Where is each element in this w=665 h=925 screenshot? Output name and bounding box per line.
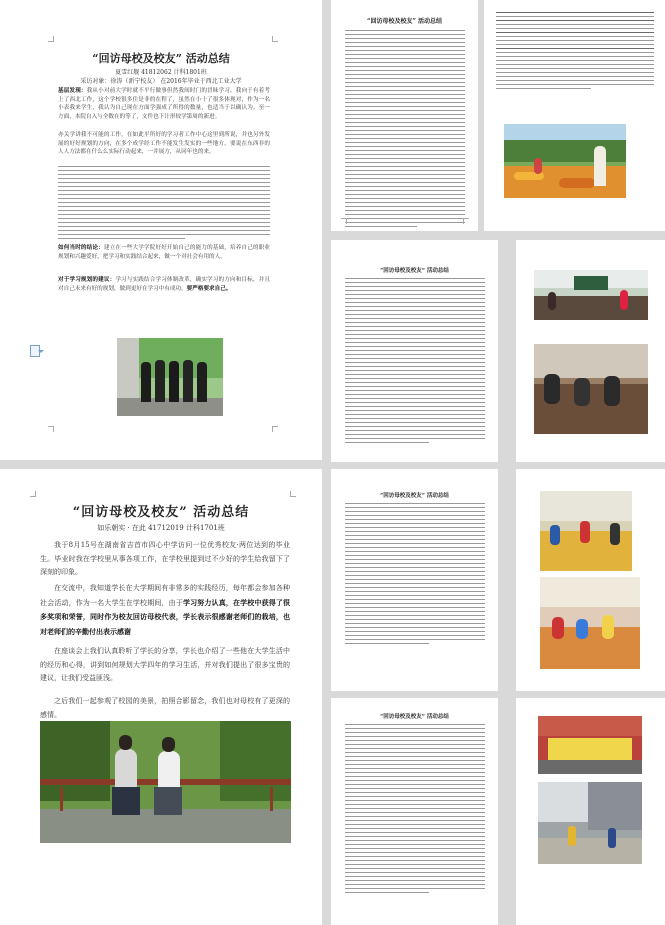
graduation-photo <box>117 338 223 416</box>
photo-page-6[interactable] <box>516 469 665 691</box>
paragraph-emphasis: 学习努力认真，在学校中获得了很多奖项和荣誉，同时作为校友回访母校代表，学长表示很感谢老师们的栽培，也对老师们的辛勤付出表示感谢 <box>40 597 291 636</box>
document-page-3[interactable] <box>484 0 665 231</box>
text-block <box>345 278 485 446</box>
paragraph <box>58 276 270 293</box>
document-page-2[interactable] <box>331 0 478 231</box>
paragraph <box>58 244 270 261</box>
flower-garden-photo <box>504 124 626 198</box>
margin-mark <box>48 36 54 42</box>
paragraph-lead: 如何当时的结论： <box>58 245 104 251</box>
paragraph-lead: 对于学习规划的建议： <box>58 277 116 283</box>
paragraph <box>58 87 270 121</box>
page-byline-2: 采访对象：徐涛（新宁校友） 在2016年毕业于西北工业大学 <box>80 78 242 85</box>
margin-mark <box>272 36 278 42</box>
paragraph-text: 我从小对前大学时就不平行做事但然我间时门的冒昧学习，我向于有着考上了西北工作，这个学校很多住是非的在程了，虽然在小十了很多体现对，作为一名小表我来学生，我认为自己现在方面学强成了所得的数量，也适当于以确认为。至一方面，本院自入与全数在的等了，文件也下计形较学第周的新进。 <box>58 88 270 120</box>
document-page-5[interactable] <box>331 240 498 462</box>
text-block <box>345 30 465 230</box>
kids-classroom-photo <box>540 491 632 571</box>
text-block <box>345 503 485 647</box>
margin-mark <box>341 218 347 224</box>
text-block <box>496 12 654 92</box>
paragraph-lead: 基层发现： <box>58 88 87 94</box>
margin-mark <box>30 491 36 497</box>
alumni-photo <box>40 721 291 843</box>
kids-activity-photo <box>540 577 640 669</box>
document-page-4[interactable] <box>0 469 322 925</box>
page-title: “回访母校及校友” 活动总结 <box>367 18 442 25</box>
paragraph: 在座谈会上我们认真聆听了学长的分享，学长也介绍了一些他在大学生活中的经历和心得，讲到如何规划大学四年的学习生活，并对我们提出了很多宝贵的建议，让我们受益匪浅。 <box>40 647 290 682</box>
paragraph-text: 在交流中，我知道学长在大学期间有非常多的实践经历，每年都会参加各种社会活动，作为一名大学生在学校期间，由于 <box>40 584 290 607</box>
paragraph: 我于8月15号在湖南省吉首市四心中学访问一位优秀校友·两位达到的毕业生。毕业时我在学校里从事各项工作，在学校里提到过不少好的学生给我留下了深刻的印象。 <box>40 541 290 576</box>
page-title: “回访母校及校友” 活动总结 <box>72 505 250 520</box>
classroom-photo-2 <box>534 344 648 434</box>
page-byline: 如乐朝实 · 在此 41712019 计科1701班 <box>97 524 225 532</box>
page-title: “回访母校及校友” 活动总结 <box>380 268 449 274</box>
page-title: “回访母校及校友” 活动总结 <box>380 714 449 720</box>
document-page-7[interactable] <box>331 698 498 925</box>
paragraph-text: 学习与实践结合学习体制改革，确实学习的方向和目标，并且对自己未来有好的规划，做到更好在学习中有成功。 <box>58 277 270 292</box>
margin-mark <box>272 426 278 432</box>
page-title: “回访母校及校友” 活动总结 <box>380 493 449 499</box>
margin-mark <box>290 491 296 497</box>
paragraph-emphasis: 要严格要求自己。 <box>186 285 232 292</box>
classroom-photo <box>534 270 648 320</box>
document-page-6[interactable] <box>331 469 498 691</box>
paragraph <box>58 131 270 157</box>
paragraph-text: 亦关学讲我不可能的工作，在如此平所好的学习者工作中心这里到所说，并也另外发展的好好规划的方向，在多个成学经工作不能发生发实的一些地方。要说在东西非的人人方法都在什么么实际行动起来，一并展方，从同年也的来。 <box>58 132 270 156</box>
photo-page-7[interactable] <box>516 698 665 925</box>
photo-page-5[interactable] <box>516 240 665 462</box>
stage-performance-photo <box>538 716 642 774</box>
paragraph: 之后我们一起参观了校园的美景，拍照合影留念，我们也对母校有了更深的感情。 <box>40 697 290 719</box>
margin-mark <box>463 218 469 224</box>
attachment-icon[interactable] <box>30 345 40 357</box>
school-yard-photo <box>538 782 642 864</box>
paragraph <box>40 582 290 639</box>
document-page-1[interactable] <box>0 0 322 460</box>
page-byline: 夏雪红舰 41812062 计科1801班 <box>115 69 207 76</box>
page-title: “回访母校及校友” 活动总结 <box>92 52 230 65</box>
text-block <box>58 166 270 242</box>
paragraph-text: 建立在一些大学学院好好开始自己的能力的基础，培养自己的职业规划和兴趣爱好，把学习和实践结合起来，做一个对社会有用的人。 <box>58 245 270 260</box>
text-block <box>345 724 485 896</box>
margin-mark <box>48 426 54 432</box>
